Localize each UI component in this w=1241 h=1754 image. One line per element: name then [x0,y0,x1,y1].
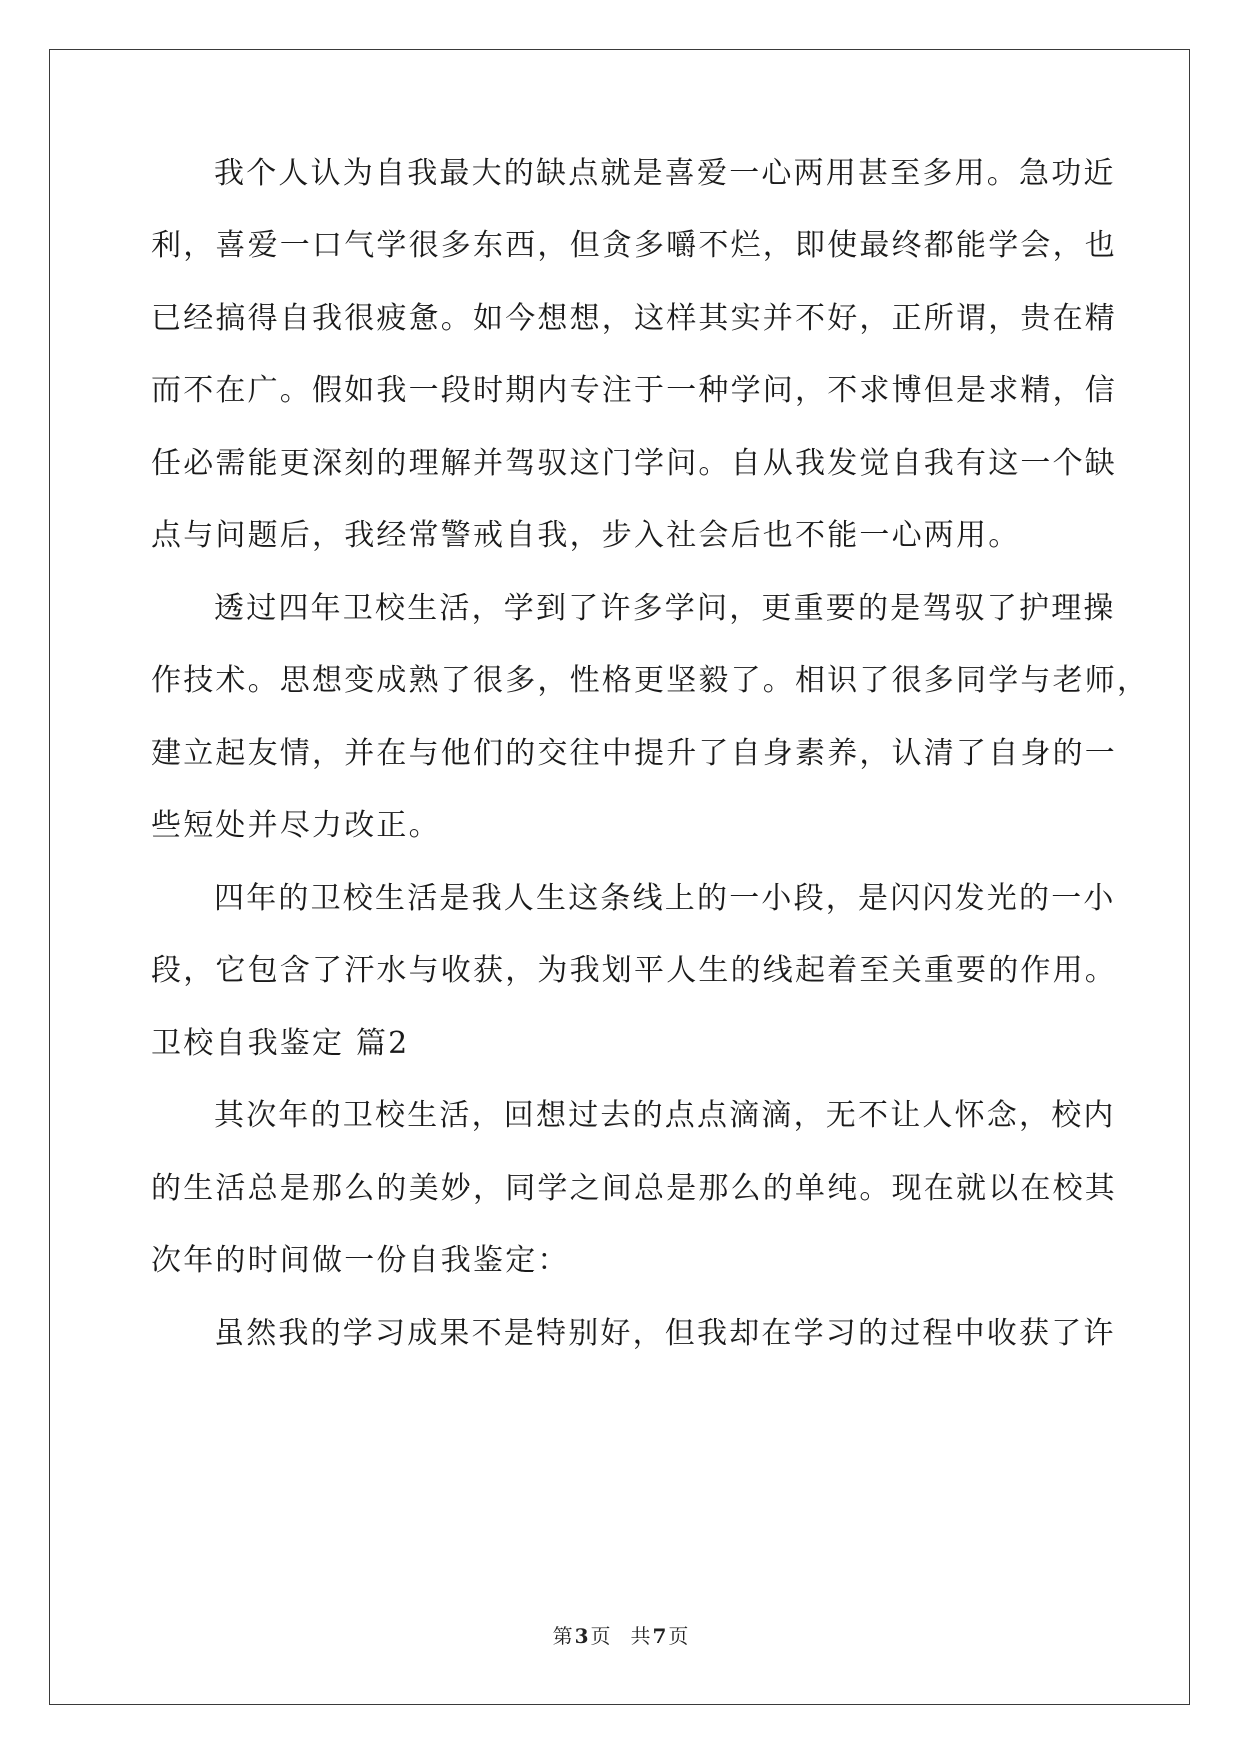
paragraph-line: 利，喜爱一口气学很多东西，但贪多嚼不烂，即使最终都能学会，也 [151,228,1117,263]
paragraph-line: 透过四年卫校生活，学到了许多学问，更重要的是驾驭了护理操 [214,591,1116,626]
page-unit: 页 [590,1624,611,1648]
paragraph-line: 已经搞得自我很疲惫。如今想想，这样其实并不好，正所谓，贵在精 [151,301,1117,336]
page-footer [0,1622,1241,1650]
paragraph-line: 我个人认为自我最大的缺点就是喜爱一心两用甚至多用。急功近 [214,156,1116,191]
total-prefix: 共 [630,1624,651,1648]
total-page-count: 7 [652,1624,667,1648]
paragraph-line: 段，它包含了汗水与收获，为我划平人生的线起着至关重要的作用。 [151,953,1117,988]
paragraph-line: 其次年的卫校生活，回想过去的点点滴滴，无不让人怀念，校内 [214,1098,1116,1133]
current-page-number: 3 [574,1624,589,1648]
paragraph-line: 四年的卫校生活是我人生这条线上的一小段，是闪闪发光的一小 [214,881,1116,916]
paragraph-line: 次年的时间做一份自我鉴定： [151,1243,570,1278]
paragraph-line: 些短处并尽力改正。 [151,808,441,843]
paragraph-line: 任必需能更深刻的理解并驾驭这门学问。自从我发觉自我有这一个缺 [151,446,1117,481]
paragraph-line: 虽然我的学习成果不是特别好，但我却在学习的过程中收获了许 [214,1316,1116,1351]
paragraph-line: 点与问题后，我经常警戒自我，步入社会后也不能一心两用。 [151,518,1021,553]
total-unit: 页 [668,1624,689,1648]
paragraph-line: 的生活总是那么的美妙，同学之间总是那么的单纯。现在就以在校其 [151,1171,1117,1206]
section-heading: 卫校自我鉴定 篇2 [151,1026,410,1061]
paragraph-line: 而不在广。假如我一段时期内专注于一种学问，不求博但是求精，信 [151,373,1117,408]
page-prefix: 第 [552,1624,573,1648]
paragraph-line: 建立起友情，并在与他们的交往中提升了自身素养，认清了自身的一 [151,736,1117,771]
paragraph-line: 作技术。思想变成熟了很多，性格更坚毅了。相识了很多同学与老师， [151,663,1150,698]
